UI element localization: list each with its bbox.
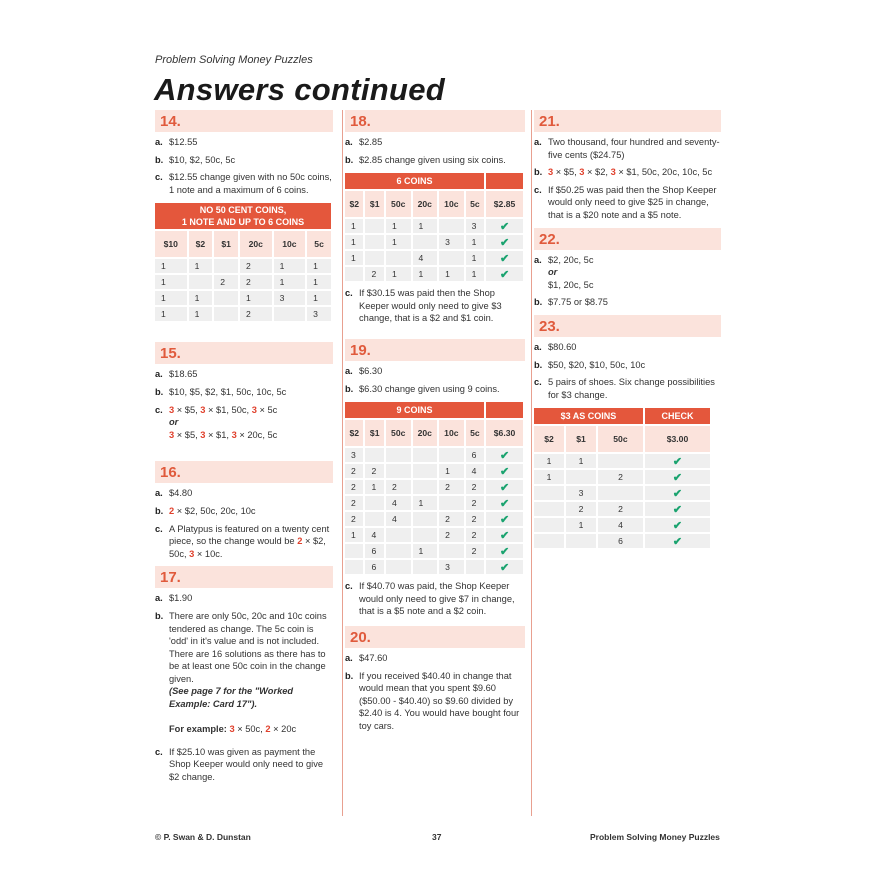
series-title: Problem Solving Money Puzzles	[155, 54, 313, 66]
check-icon: ✔	[499, 252, 510, 265]
question-number: 19.	[345, 339, 525, 361]
table-cell: 1	[439, 464, 464, 478]
table-cell: 1	[413, 496, 438, 510]
table-cell: 1	[155, 307, 187, 321]
table-cell: 2	[345, 480, 363, 494]
question-number: 18.	[345, 110, 525, 132]
multiplier: 3	[251, 404, 257, 415]
multiplier: 3	[548, 167, 554, 178]
table-header: NO 50 CENT COINS,	[199, 205, 287, 216]
question-21	[534, 110, 721, 222]
answer-b: b. If you received $40.40 in change that would mean that you spent $9.60 ($50.00 - $40.40) so $9.60 divided by $2.40 is 4. You would have bought four toy cars.	[345, 670, 520, 731]
footer-series: Problem Solving Money Puzzles	[590, 832, 720, 842]
table-cell: 1	[413, 267, 438, 281]
table-cell: 1	[307, 275, 331, 289]
multiplier: 3	[200, 404, 206, 415]
table-cell: 1	[566, 518, 596, 532]
table-cell: 1	[534, 470, 564, 484]
table-cell: 2	[214, 275, 238, 289]
table-cell: 1	[566, 454, 596, 468]
multiplier: 3	[610, 167, 616, 178]
table-row	[155, 307, 331, 321]
table-cell	[365, 251, 383, 265]
column-header: $2	[345, 420, 363, 446]
answer-c: c. If $30.15 was paid then the Shop Keeper would only need to give $3 change, that is a $2 and $1 coin.	[345, 288, 502, 324]
column-3	[534, 110, 721, 554]
answer-a: a. $1.90	[155, 593, 193, 604]
check-cell	[486, 528, 523, 542]
question-16	[155, 461, 333, 560]
table-cell: 1	[534, 454, 564, 468]
table-row	[345, 267, 523, 281]
check-icon: ✔	[672, 471, 683, 484]
table-cell: 2	[365, 267, 383, 281]
check-cell	[645, 486, 710, 500]
table-cell	[386, 251, 411, 265]
column-header: $1	[566, 426, 596, 452]
table-cell: 2	[598, 470, 643, 484]
column-header: 50c	[386, 420, 411, 446]
table-cell: 1	[189, 307, 213, 321]
coin-text: × $2,	[584, 167, 611, 178]
question-22	[534, 228, 721, 309]
multiplier: 2	[169, 505, 175, 516]
coin-text: × $1, 50c,	[205, 404, 252, 415]
check-icon: ✔	[499, 481, 510, 494]
column-header: $1	[365, 420, 383, 446]
answer-c: c. $12.55 change given with no 50c coins, 1 note and a maximum of 6 coins.	[155, 172, 332, 195]
table-cell	[534, 502, 564, 516]
table-row	[345, 496, 523, 510]
table-cell	[386, 448, 411, 462]
coin-text: × 10c.	[194, 548, 223, 559]
table-cell: 3	[566, 486, 596, 500]
check-cell	[486, 251, 523, 265]
check-icon: ✔	[499, 449, 510, 462]
check-icon: ✔	[499, 236, 510, 249]
footer-page-number: 37	[432, 832, 442, 842]
answer-b: b. $10, $5, $2, $1, 50c, 10c, 5c	[155, 386, 287, 397]
table-cell	[566, 534, 596, 548]
table-cell: 1	[386, 235, 411, 249]
table-cell: 6	[365, 544, 383, 558]
table-row	[155, 259, 331, 273]
table-cell: 6	[466, 448, 484, 462]
check-icon: ✔	[499, 545, 510, 558]
table-cell: 2	[466, 528, 484, 542]
table-cell: 1	[155, 275, 187, 289]
table-cell	[345, 560, 363, 574]
table-row	[345, 544, 523, 558]
column-header: $2.85	[486, 191, 523, 217]
answer-b: b. $10, $2, 50c, 5c	[155, 154, 236, 165]
table-cell	[274, 307, 306, 321]
check-icon: ✔	[672, 535, 683, 548]
table-row	[345, 448, 523, 462]
column-1	[155, 110, 333, 789]
check-cell	[486, 267, 523, 281]
answer-a: a. $80.60	[534, 341, 577, 352]
check-icon: ✔	[499, 497, 510, 510]
table-cell: 4	[466, 464, 484, 478]
column-header: 5c	[307, 231, 331, 257]
table-cell: 3	[274, 291, 306, 305]
check-cell	[486, 464, 523, 478]
table-cell	[365, 219, 383, 233]
answer-c: c. If $40.70 was paid, the Shop Keeper would only need to give $7 in change, that is a $5 note and a $2 coin.	[345, 581, 515, 617]
column-header: $1	[365, 191, 383, 217]
check-cell	[486, 448, 523, 462]
table-cell: 2	[240, 259, 272, 273]
table-cell	[365, 512, 383, 526]
column-header: 20c	[240, 231, 272, 257]
answer-c: c. 5 pairs of shoes. Six change possibilities for $3 change.	[534, 377, 715, 400]
table-cell: 1	[365, 480, 383, 494]
table-row	[534, 470, 710, 484]
table-cell	[214, 307, 238, 321]
check-cell	[645, 518, 710, 532]
table-cell: 2	[466, 496, 484, 510]
column-header: 5c	[466, 191, 484, 217]
table-cell: 1	[386, 219, 411, 233]
answer-b: b. $7.75 or $8.75	[534, 297, 608, 308]
coins-table	[343, 171, 525, 283]
page-title: Answers continued	[154, 72, 446, 107]
coin-text: × $2, 50c, 20c, 10c	[174, 505, 256, 516]
question-number: 22.	[534, 228, 721, 250]
check-cell	[486, 480, 523, 494]
coin-text: × $1, 50c, 20c, 10c, 5c	[615, 167, 713, 178]
table-cell	[214, 291, 238, 305]
coin-text: × $5,	[174, 404, 201, 415]
table-cell	[598, 454, 643, 468]
check-header: CHECK	[645, 408, 710, 424]
table-cell: 1	[413, 544, 438, 558]
table-cell: 1	[240, 291, 272, 305]
column-header: $2	[534, 426, 564, 452]
table-column-header-row	[345, 420, 523, 446]
coins-table	[153, 201, 333, 323]
multiplier: 3	[229, 724, 235, 735]
check-icon: ✔	[499, 465, 510, 478]
table-header: 1 NOTE AND UP TO 6 COINS	[181, 217, 305, 228]
table-cell: 1	[439, 267, 464, 281]
question-number: 23.	[534, 315, 721, 337]
check-cell	[645, 502, 710, 516]
table-row	[155, 275, 331, 289]
table-row	[345, 235, 523, 249]
answer-c: c. If $25.10 was given as payment the Shop Keeper would only need to give $2 change.	[155, 746, 324, 783]
table-column-header-row	[155, 231, 331, 257]
table-cell	[345, 544, 363, 558]
table-row	[534, 534, 710, 548]
column-header: 20c	[413, 191, 438, 217]
table-cell: 3	[345, 448, 363, 462]
table-cell	[365, 496, 383, 510]
check-cell	[645, 534, 710, 548]
table-cell: 3	[439, 235, 464, 249]
table-cell	[439, 251, 464, 265]
table-cell: 3	[439, 560, 464, 574]
column-2	[345, 110, 525, 738]
table-cell: 1	[466, 267, 484, 281]
table-cell: 4	[365, 528, 383, 542]
table-cell	[214, 259, 238, 273]
column-header: 5c	[466, 420, 484, 446]
answer-a: a. $2, 20c, 5c or $1, 20c, 5c	[534, 254, 594, 290]
answer-b: b. There are only 50c, 20c and 10c coins tendered as change. The 5c coin is 'odd' in it's value and is not included. There are 16 solutions as there has to be at least one 50c coin in the change given. (See page 7 for the "Worked Example: Card 17"). For example: 3 × 50c, 2 × 20c	[155, 610, 327, 735]
coin-text: × $5,	[553, 167, 580, 178]
check-cell	[486, 496, 523, 510]
check-cell	[645, 454, 710, 468]
table-cell: 6	[598, 534, 643, 548]
table-cell: 2	[386, 480, 411, 494]
table-header: 9 COINS	[345, 402, 484, 418]
table-cell: 4	[386, 496, 411, 510]
question-number: 17.	[155, 566, 333, 588]
multiplier: 3	[169, 429, 175, 440]
answer-a: a. $4.80	[155, 488, 193, 499]
table-row	[345, 528, 523, 542]
table-cell: 1	[274, 259, 306, 273]
coin-text: × $2, 50c,	[169, 536, 326, 559]
table-cell	[534, 534, 564, 548]
check-icon: ✔	[499, 220, 510, 233]
column-header: 20c	[413, 420, 438, 446]
coin-text: × 5c	[256, 404, 278, 415]
table-cell	[413, 448, 438, 462]
coin-text: × $5,	[174, 429, 201, 440]
coins-table	[532, 406, 712, 550]
table-cell	[466, 560, 484, 574]
table-row	[534, 454, 710, 468]
column-header: $2	[189, 231, 213, 257]
table-cell: 1	[345, 219, 363, 233]
table-cell: 2	[345, 496, 363, 510]
answer-a: a. $47.60	[345, 652, 388, 663]
answer-b: b. $6.30 change given using 9 coins.	[345, 383, 500, 394]
coin-text: × 20c	[270, 724, 297, 735]
table-row	[534, 502, 710, 516]
answer-a: a. $6.30	[345, 365, 383, 376]
answer-c: c. If $50.25 was paid then the Shop Keeper would only need to give $25 in change, that is a $20 note and a $5 note.	[534, 184, 717, 220]
answer-c: c. A Platypus is featured on a twenty cent piece, so the change would be 2 × $2, 50c, 3 × 10c.	[155, 523, 330, 559]
answer-b: b. 3 × $5, 3 × $2, 3 × $1, 50c, 20c, 10c, 5c	[534, 167, 713, 178]
table-cell: 6	[365, 560, 383, 574]
check-icon: ✔	[499, 529, 510, 542]
answer-c: c. 3 × $5, 3 × $1, 50c, 3 × 5c or 3 × $5, 3 × $1, 3 × 20c, 5c	[155, 404, 278, 440]
table-cell: 2	[466, 512, 484, 526]
column-header: $2	[345, 191, 363, 217]
table-cell: 2	[466, 480, 484, 494]
table-cell	[534, 518, 564, 532]
table-cell: 1	[189, 259, 213, 273]
table-cell: 1	[155, 259, 187, 273]
check-cell	[486, 219, 523, 233]
question-19	[345, 339, 525, 618]
check-icon: ✔	[499, 561, 510, 574]
table-cell	[413, 235, 438, 249]
table-cell: 4	[413, 251, 438, 265]
table-cell: 1	[345, 235, 363, 249]
table-cell: 1	[345, 528, 363, 542]
table-row	[155, 291, 331, 305]
table-row	[345, 219, 523, 233]
question-18	[345, 110, 525, 325]
column-header: 10c	[439, 191, 464, 217]
question-number: 20.	[345, 626, 525, 648]
table-cell	[439, 448, 464, 462]
question-number: 14.	[155, 110, 333, 132]
question-number: 21.	[534, 110, 721, 132]
check-cell	[645, 470, 710, 484]
coins-table	[343, 400, 525, 576]
check-icon: ✔	[672, 519, 683, 532]
table-cell: 2	[439, 512, 464, 526]
table-cell	[386, 528, 411, 542]
coin-text: × $1,	[205, 429, 232, 440]
multiplier: 3	[169, 404, 175, 415]
column-header: 50c	[386, 191, 411, 217]
table-cell: 2	[345, 464, 363, 478]
table-cell	[439, 544, 464, 558]
coin-text: × 20c, 5c	[236, 429, 278, 440]
answer-a: a. $18.65	[155, 369, 198, 380]
table-cell: 1	[386, 267, 411, 281]
question-number: 15.	[155, 342, 333, 364]
table-cell: 4	[598, 518, 643, 532]
table-cell	[413, 480, 438, 494]
table-cell: 2	[439, 528, 464, 542]
question-20	[345, 626, 525, 733]
check-cell	[486, 560, 523, 574]
column-header: $1	[214, 231, 238, 257]
table-header: 6 COINS	[345, 173, 484, 189]
table-cell: 2	[598, 502, 643, 516]
multiplier: 2	[297, 536, 303, 547]
table-cell	[598, 486, 643, 500]
answer-a: a. Two thousand, four hundred and seventy-five cents ($24.75)	[534, 137, 720, 160]
question-15	[155, 342, 333, 441]
check-cell	[486, 544, 523, 558]
check-cell	[486, 512, 523, 526]
check-icon: ✔	[499, 513, 510, 526]
table-cell: 1	[413, 219, 438, 233]
column-header: 10c	[274, 231, 306, 257]
table-cell: 3	[307, 307, 331, 321]
column-header: $6.30	[486, 420, 523, 446]
table-row	[345, 560, 523, 574]
table-cell	[365, 448, 383, 462]
answer-a: a. $2.85	[345, 137, 383, 147]
check-icon: ✔	[672, 487, 683, 500]
table-cell	[413, 560, 438, 574]
table-cell	[439, 219, 464, 233]
table-header: $3 AS COINS	[534, 408, 643, 424]
table-cell	[365, 235, 383, 249]
answer-b: b. $2.85 change given using six coins.	[345, 154, 506, 165]
table-cell: 1	[307, 291, 331, 305]
table-cell	[413, 528, 438, 542]
table-cell	[439, 496, 464, 510]
table-cell: 1	[189, 291, 213, 305]
table-cell: 1	[345, 251, 363, 265]
table-row	[534, 518, 710, 532]
multiplier: 3	[579, 167, 585, 178]
multiplier: 3	[189, 548, 195, 559]
table-cell: 1	[155, 291, 187, 305]
table-row	[345, 480, 523, 494]
multiplier: 3	[200, 429, 206, 440]
table-column-header-row	[345, 191, 523, 217]
column-header: 50c	[598, 426, 643, 452]
table-cell	[566, 470, 596, 484]
multiplier: 2	[265, 724, 271, 735]
coin-text: × 50c,	[234, 724, 266, 735]
table-cell: 3	[466, 219, 484, 233]
table-cell: 2	[240, 307, 272, 321]
table-cell: 1	[466, 251, 484, 265]
question-number: 16.	[155, 461, 333, 483]
table-cell	[534, 486, 564, 500]
check-icon: ✔	[499, 268, 510, 281]
table-cell: 2	[566, 502, 596, 516]
check-icon: ✔	[672, 503, 683, 516]
table-cell	[386, 464, 411, 478]
table-row	[345, 512, 523, 526]
check-cell	[486, 235, 523, 249]
table-row	[345, 251, 523, 265]
answer-a: a. $12.55	[155, 137, 198, 147]
table-cell: 4	[386, 512, 411, 526]
table-cell	[386, 560, 411, 574]
table-row	[534, 486, 710, 500]
table-cell: 1	[307, 259, 331, 273]
footer-copyright: © P. Swan & D. Dunstan	[155, 832, 251, 842]
table-cell	[413, 464, 438, 478]
multiplier: 3	[231, 429, 237, 440]
table-cell	[345, 267, 363, 281]
check-icon: ✔	[672, 455, 683, 468]
answer-b: b. $50, $20, $10, 50c, 10c	[534, 359, 646, 370]
table-cell	[413, 512, 438, 526]
question-17	[155, 566, 333, 783]
table-cell: 1	[274, 275, 306, 289]
question-14	[155, 110, 333, 323]
table-cell: 2	[345, 512, 363, 526]
column-header: $3.00	[645, 426, 710, 452]
column-header: 10c	[439, 420, 464, 446]
table-cell: 2	[466, 544, 484, 558]
table-cell: 1	[466, 235, 484, 249]
question-23	[534, 315, 721, 550]
table-column-header-row	[534, 426, 710, 452]
answer-b: b. 2 × $2, 50c, 20c, 10c	[155, 505, 256, 516]
table-cell: 2	[240, 275, 272, 289]
column-header: $10	[155, 231, 187, 257]
table-cell	[189, 275, 213, 289]
table-cell	[386, 544, 411, 558]
table-row	[345, 464, 523, 478]
table-cell: 2	[439, 480, 464, 494]
table-cell: 2	[365, 464, 383, 478]
